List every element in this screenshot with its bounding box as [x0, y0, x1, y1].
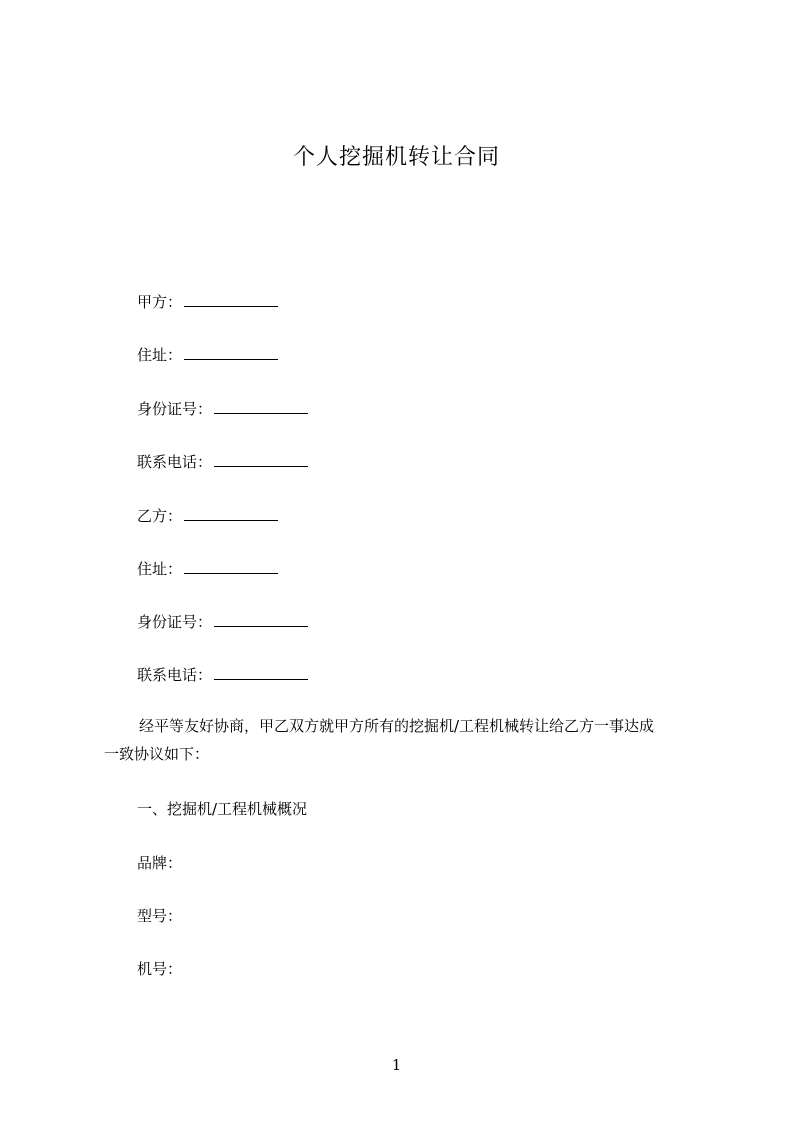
party-a-id-label: 身份证号： [137, 400, 213, 418]
model-label: 型号： [137, 907, 183, 925]
brand-label: 品牌： [137, 854, 183, 872]
party-a-name-line [137, 291, 278, 312]
party-a-name-blank [184, 292, 278, 307]
section-1-title: 一、挖掘机/工程机械概况 [137, 800, 308, 818]
intro-line-2: 一致协议如下： [104, 745, 210, 763]
party-b-phone-label: 联系电话： [137, 666, 213, 684]
party-a-address-line [137, 344, 278, 365]
party-b-id-line [137, 611, 308, 632]
party-a-phone-label: 联系电话： [137, 453, 213, 471]
party-a-phone-blank [214, 452, 308, 467]
page-number: 1 [391, 1056, 402, 1074]
party-b-address-line [137, 558, 278, 579]
party-b-phone-blank [214, 665, 308, 680]
document-title: 个人挖掘机转让合同 [292, 145, 500, 170]
party-b-name-label: 乙方： [137, 507, 183, 525]
party-b-phone-line [137, 664, 308, 685]
machine-number-label: 机号： [137, 960, 183, 978]
party-b-id-blank [214, 612, 308, 627]
party-b-name-line [137, 505, 278, 526]
party-a-phone-line [137, 451, 308, 472]
party-a-name-label: 甲方： [137, 293, 183, 311]
party-b-address-blank [184, 559, 278, 574]
party-b-name-blank [184, 506, 278, 521]
party-b-address-label: 住址： [137, 560, 183, 578]
intro-paragraph [104, 712, 704, 768]
party-a-address-blank [184, 345, 278, 360]
party-a-id-line [137, 398, 308, 419]
party-a-address-label: 住址： [137, 346, 183, 364]
intro-line-1: 经平等友好协商，甲乙双方就甲方所有的挖掘机/工程机械转让给乙方一事达成 [139, 717, 655, 735]
party-b-id-label: 身份证号： [137, 613, 213, 631]
party-a-id-blank [214, 399, 308, 414]
